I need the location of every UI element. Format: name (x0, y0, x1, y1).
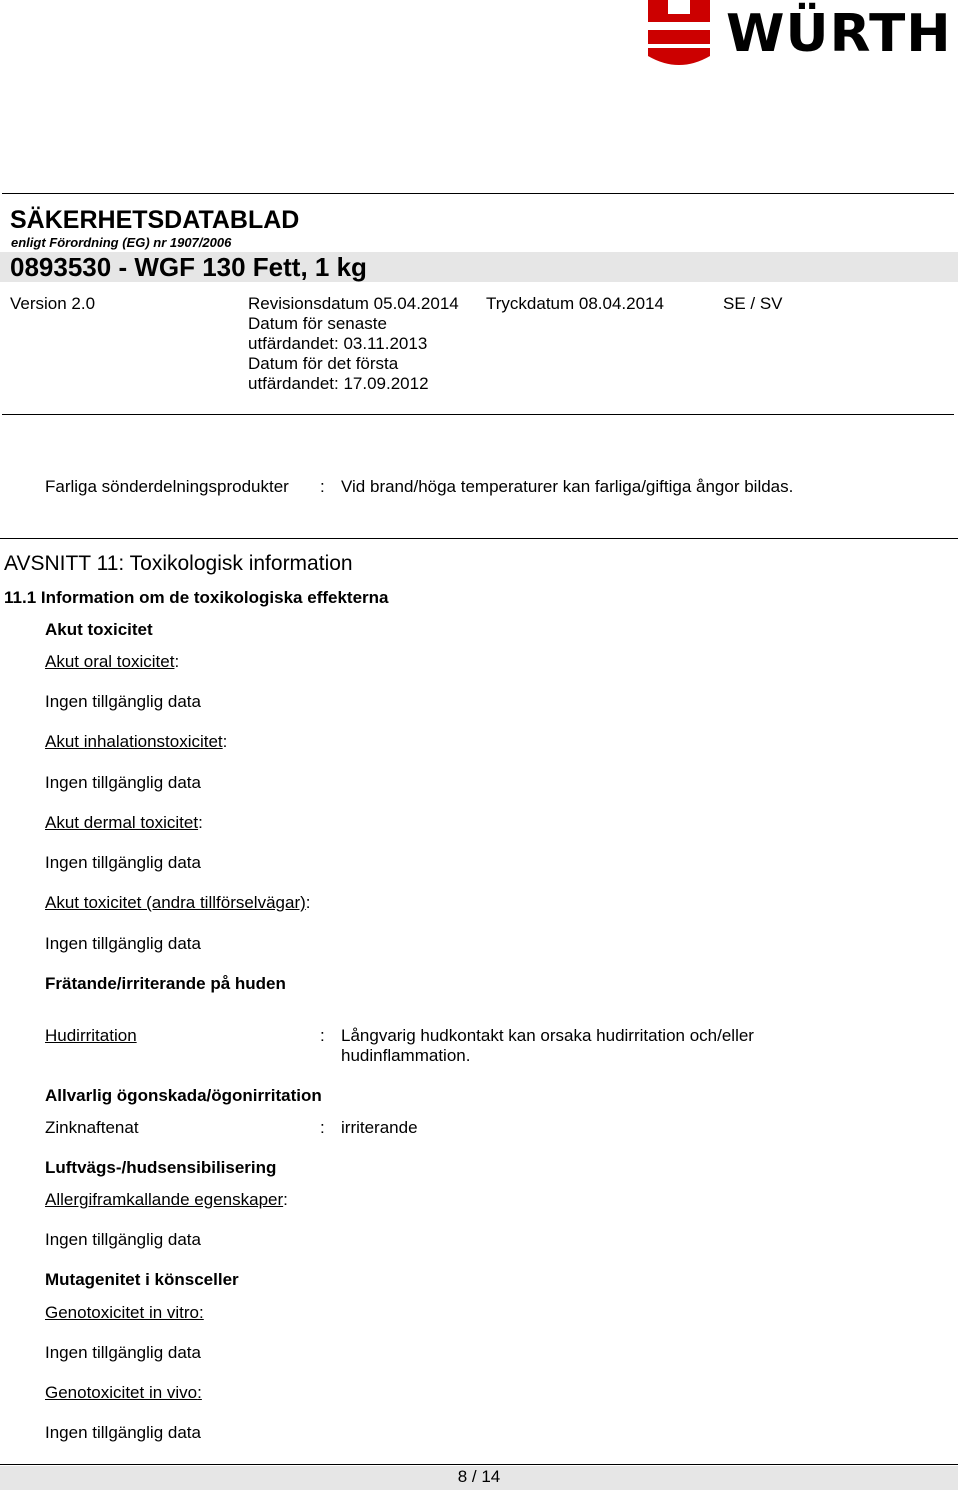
decomposition-colon: : (320, 477, 325, 496)
section-rule (0, 538, 958, 539)
print-date: Tryckdatum 08.04.2014 (486, 294, 664, 313)
sensitisation-heading: Luftvägs-/hudsensibilisering (45, 1158, 277, 1177)
version: Version 2.0 (10, 294, 96, 313)
footer-rule (0, 1464, 958, 1465)
acute-toxicity-heading: Akut toxicitet (45, 620, 153, 639)
revision-line: utfärdandet: 17.09.2012 (248, 374, 429, 393)
revision-line: utfärdandet: 03.11.2013 (248, 334, 428, 353)
decomposition-label: Farliga sönderdelningsprodukter (45, 477, 289, 496)
decomposition-value: Vid brand/höga temperaturer kan farliga/giftiga ångor bildas. (341, 477, 794, 496)
genotox-vitro-label: Genotoxicitet in vitro (45, 1303, 200, 1322)
other-routes-value: Ingen tillgänglig data (45, 934, 201, 953)
product-title: 0893530 - WGF 130 Fett, 1 kg (10, 252, 367, 282)
wurth-logo (648, 0, 958, 68)
genotox-vitro-value: Ingen tillgänglig data (45, 1343, 201, 1362)
other-routes-label-row: Akut toxicitet (andra tillförselvägar): (45, 893, 311, 912)
revision-info (248, 294, 478, 394)
revision-line: Datum för det första (248, 354, 399, 373)
genotox-vivo-label: Genotoxicitet in vivo (45, 1383, 198, 1402)
section-title: AVSNITT 11: Toxikologisk information (4, 552, 353, 575)
header-bottom-rule (2, 414, 954, 415)
wurth-logo-word: WÜRTH (726, 4, 952, 64)
genotox-vivo-value: Ingen tillgänglig data (45, 1423, 201, 1442)
inhalation-toxicity-label: Akut inhalationstoxicitet (45, 732, 223, 751)
page-number: 8 / 14 (457, 1467, 501, 1486)
section-subtitle: 11.1 Information om de toxikologiska effekterna (4, 588, 389, 607)
eye-damage-heading: Allvarlig ögonskada/ögonirritation (45, 1086, 322, 1105)
dermal-toxicity-label: Akut dermal toxicitet (45, 813, 199, 832)
doc-subtitle: enligt Förordning (EG) nr 1907/2006 (11, 235, 232, 250)
oral-toxicity-label-row: Akut oral toxicitet: (45, 652, 180, 671)
oral-toxicity-label: Akut oral toxicitet (45, 652, 175, 671)
eye-substance-value: irriterande (341, 1118, 418, 1137)
oral-toxicity-value: Ingen tillgänglig data (45, 692, 201, 711)
allergenic-value: Ingen tillgänglig data (45, 1230, 201, 1249)
locale: SE / SV (723, 294, 783, 313)
dermal-toxicity-label-row: Akut dermal toxicitet: (45, 813, 203, 832)
wurth-logo-mark-icon (648, 0, 710, 68)
genotox-vivo-label-row: Genotoxicitet in vivo: (45, 1383, 202, 1402)
skin-irritation-value: Långvarig hudkontakt kan orsaka hudirritation och/eller hudinflammation. (341, 1026, 754, 1065)
skin-irritation-label: Hudirritation (45, 1026, 137, 1045)
skin-corrosion-heading: Frätande/irriterande på huden (45, 974, 286, 993)
revision-line: Revisionsdatum 05.04.2014 (248, 294, 459, 313)
doc-title: SÄKERHETSDATABLAD (10, 206, 300, 234)
revision-line: Datum för senaste (248, 314, 387, 333)
eye-substance-label: Zinknaftenat (45, 1118, 139, 1137)
other-routes-label: Akut toxicitet (andra tillförselvägar) (45, 893, 306, 912)
genotox-vitro-label-row: Genotoxicitet in vitro: (45, 1303, 204, 1322)
skin-irritation-colon: : (320, 1026, 325, 1045)
dermal-toxicity-value: Ingen tillgänglig data (45, 853, 201, 872)
inhalation-toxicity-value: Ingen tillgänglig data (45, 773, 201, 792)
mutagenicity-heading: Mutagenitet i könsceller (45, 1270, 239, 1289)
allergenic-label-row: Allergiframkallande egenskaper: (45, 1190, 288, 1209)
eye-substance-colon: : (320, 1118, 325, 1137)
allergenic-label: Allergiframkallande egenskaper (45, 1190, 284, 1209)
header-top-rule (2, 193, 954, 194)
inhalation-toxicity-label-row: Akut inhalationstoxicitet: (45, 732, 228, 751)
